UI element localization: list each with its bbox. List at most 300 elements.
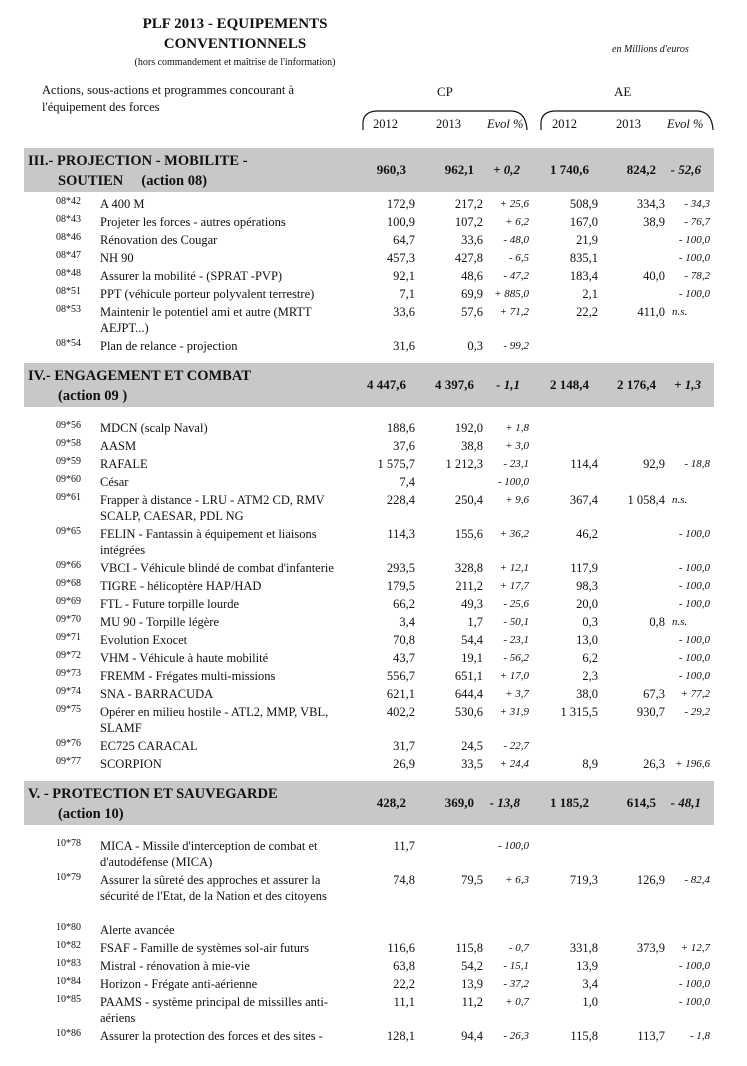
row-label	[100, 704, 350, 736]
cell-cp-2012: 26,9	[393, 757, 415, 771]
cell-ae-evol: - 100,0	[678, 288, 710, 300]
section-header	[24, 363, 714, 407]
cell-cp-2012: 128,1	[386, 1029, 415, 1043]
cell-ae-2013: 40,0	[643, 269, 665, 283]
cell-ae-2013: 38,9	[643, 215, 665, 229]
cell-cp-2013: 427,8	[454, 251, 483, 265]
cell-cp-evol: + 6,2	[505, 216, 529, 228]
row-label-line: Mistral - rénovation à mie-vie	[100, 959, 250, 973]
section-total-cp-2013: 4 397,6	[435, 377, 474, 392]
cell-cp-2012: 188,6	[386, 421, 415, 435]
cell-cp-2013: 57,6	[461, 305, 483, 319]
section-total-ae-evol: - 52,6	[670, 162, 701, 177]
row-label-line: VBCI - Véhicule blindé de combat d'infanterie	[100, 561, 334, 575]
cell-ae-2013: 113,7	[637, 1029, 665, 1043]
section-title-line2: (action 09 )	[58, 388, 128, 404]
row-code: 09*59	[56, 456, 81, 467]
cell-cp-2013: 107,2	[454, 215, 483, 229]
cell-cp-2013: 54,4	[461, 633, 483, 647]
row-label	[100, 214, 350, 230]
row-label-line: SCORPION	[100, 757, 162, 771]
cell-cp-2012: 116,6	[387, 941, 415, 955]
row-label	[100, 872, 350, 904]
cell-cp-evol: + 71,2	[499, 306, 529, 318]
document-title-line2: CONVENTIONNELS	[163, 36, 307, 52]
cell-cp-2013: 115,8	[455, 941, 483, 955]
col-header-ae-evol: Evol %	[667, 117, 704, 131]
row-label-line: Assurer la protection des forces et des sites -	[100, 1029, 323, 1043]
row-label-line: SCALP, CAESAR, PDL NG	[100, 509, 244, 523]
row-code: 09*76	[56, 738, 81, 749]
row-label-line: intégrées	[100, 543, 146, 557]
row-label	[100, 196, 350, 212]
cell-cp-2013: 155,6	[454, 527, 483, 541]
document-subtitle: (hors commandement et maîtrise de l'information)	[134, 57, 336, 68]
row-code: 08*51	[56, 286, 81, 297]
cell-ae-evol: - 100,0	[678, 996, 710, 1008]
cell-cp-evol: + 17,0	[499, 670, 529, 682]
row-label-line: FREMM - Frégates multi-missions	[100, 669, 276, 683]
row-code: 08*48	[56, 268, 81, 279]
cell-ae-evol: - 100,0	[678, 580, 710, 592]
row-label-line: VHM - Véhicule à haute mobilité	[100, 651, 269, 665]
cell-ae-evol: n.s.	[672, 616, 688, 628]
row-label-line: NH 90	[100, 251, 134, 265]
cell-cp-evol: + 31,9	[499, 706, 529, 718]
cell-cp-2013: 530,6	[454, 705, 483, 719]
cell-cp-2013: 33,6	[461, 233, 483, 247]
row-label	[100, 958, 350, 974]
cell-cp-evol: - 47,2	[503, 270, 529, 282]
cell-ae-2012: 183,4	[569, 269, 598, 283]
row-code: 09*71	[56, 632, 81, 643]
row-code: 08*53	[56, 304, 81, 315]
cell-ae-2012: 38,0	[576, 687, 598, 701]
row-code: 10*86	[56, 1028, 81, 1039]
cell-cp-2013: 38,8	[461, 439, 483, 453]
row-label	[100, 1028, 350, 1044]
row-label-line: PAAMS - système principal de missilles anti-	[100, 995, 328, 1009]
cell-cp-2013: 11,2	[461, 995, 483, 1009]
cell-cp-evol: - 100,0	[497, 476, 529, 488]
row-code: 08*42	[56, 196, 81, 207]
row-label-line: FTL - Future torpille lourde	[100, 597, 240, 611]
cell-cp-2013: 79,5	[461, 873, 483, 887]
cell-cp-evol: - 100,0	[497, 840, 529, 852]
cell-cp-2012: 621,1	[386, 687, 415, 701]
cell-ae-evol: - 100,0	[678, 978, 710, 990]
row-code: 09*75	[56, 704, 81, 715]
cell-cp-2013: 0,3	[467, 339, 483, 353]
cell-cp-2012: 92,1	[393, 269, 415, 283]
cell-ae-evol: - 78,2	[684, 270, 710, 282]
cell-cp-evol: + 25,6	[499, 198, 529, 210]
cell-cp-2012: 179,5	[386, 579, 415, 593]
cell-ae-evol: - 100,0	[678, 234, 710, 246]
section-header	[24, 148, 714, 192]
row-label-line: SLAMF	[100, 721, 142, 735]
cell-cp-2012: 63,8	[393, 959, 415, 973]
section-title	[28, 784, 278, 824]
cell-ae-2012: 114,4	[570, 457, 598, 471]
row-label-line: FELIN - Fantassin à équipement et liaisons	[100, 527, 317, 541]
cell-cp-2012: 37,6	[393, 439, 415, 453]
row-label	[100, 632, 350, 648]
row-label	[100, 838, 350, 870]
cell-ae-2012: 13,9	[576, 959, 598, 973]
cell-cp-2012: 556,7	[386, 669, 415, 683]
cell-cp-evol: + 12,1	[499, 562, 529, 574]
section-title-line1: V. - PROTECTION ET SAUVEGARDE	[28, 786, 278, 802]
cell-cp-2012: 228,4	[386, 493, 415, 507]
row-label	[100, 474, 350, 490]
cell-ae-2012: 117,9	[570, 561, 598, 575]
section-total-ae-2012: 1 740,6	[550, 162, 589, 177]
cell-cp-2013: 1 212,3	[445, 457, 483, 471]
row-code: 08*47	[56, 250, 81, 261]
cell-ae-evol: - 29,2	[684, 706, 710, 718]
cell-cp-evol: - 6,5	[508, 252, 529, 264]
row-code: 10*78	[56, 838, 81, 849]
row-code: 09*69	[56, 596, 81, 607]
cell-cp-2013: 33,5	[461, 757, 483, 771]
cell-cp-2012: 31,6	[393, 339, 415, 353]
cell-cp-2013: 48,6	[461, 269, 483, 283]
row-code: 09*66	[56, 560, 81, 571]
cell-cp-2012: 172,9	[386, 197, 415, 211]
cell-cp-2013: 644,4	[454, 687, 483, 701]
row-code: 09*58	[56, 438, 81, 449]
cell-ae-evol: - 34,3	[684, 198, 710, 210]
cell-ae-evol: - 1,8	[689, 1030, 710, 1042]
cell-cp-2012: 3,4	[399, 615, 415, 629]
cell-ae-evol: n.s.	[672, 494, 688, 506]
section-total-ae-evol: + 1,3	[674, 377, 701, 392]
row-label	[100, 492, 350, 524]
cell-cp-2012: 7,4	[399, 475, 415, 489]
cell-cp-evol: + 3,7	[505, 688, 529, 700]
cell-ae-2013: 67,3	[643, 687, 665, 701]
row-code: 10*82	[56, 940, 81, 951]
row-label-line: d'autodéfense (MICA)	[100, 855, 213, 869]
row-label-line: RAFALE	[100, 457, 148, 471]
cell-cp-2012: 64,7	[393, 233, 415, 247]
row-label	[100, 232, 350, 248]
row-label	[100, 420, 350, 436]
row-label-line: MICA - Missile d'interception de combat et	[100, 839, 318, 853]
cell-ae-2012: 8,9	[582, 757, 598, 771]
cell-ae-evol: - 100,0	[678, 598, 710, 610]
row-label-line: TIGRE - hélicoptère HAP/HAD	[100, 579, 262, 593]
cell-ae-2013: 1 058,4	[627, 493, 665, 507]
cell-cp-2013: 250,4	[454, 493, 483, 507]
cell-ae-2013: 26,3	[643, 757, 665, 771]
cell-ae-2012: 167,0	[569, 215, 598, 229]
row-label-line: FSAF - Famille de systèmes sol-air futurs	[100, 941, 310, 955]
cell-cp-2012: 11,1	[393, 995, 415, 1009]
cell-cp-evol: + 24,4	[499, 758, 529, 770]
cell-ae-2012: 367,4	[569, 493, 598, 507]
cell-cp-evol: + 0,7	[505, 996, 529, 1008]
group-header-cp: CP	[437, 84, 453, 99]
cell-ae-2012: 835,1	[569, 251, 598, 265]
section-title-line1: III.- PROJECTION - MOBILITE -	[28, 153, 248, 169]
cell-ae-evol: - 100,0	[678, 960, 710, 972]
cell-cp-evol: - 37,2	[503, 978, 529, 990]
cell-cp-2013: 192,0	[454, 421, 483, 435]
row-code: 09*56	[56, 420, 81, 431]
row-label-line: SNA - BARRACUDA	[100, 687, 214, 701]
cell-cp-2013: 49,3	[461, 597, 483, 611]
cell-ae-2012: 1,0	[582, 995, 598, 1009]
cell-cp-2012: 33,6	[393, 305, 415, 319]
cell-cp-2012: 66,2	[393, 597, 415, 611]
row-label	[100, 526, 350, 558]
cell-cp-2013: 24,5	[461, 739, 483, 753]
cell-cp-evol: - 26,3	[503, 1030, 529, 1042]
row-label	[100, 286, 350, 302]
cell-cp-2013: 69,9	[461, 287, 483, 301]
cell-cp-2012: 114,3	[387, 527, 415, 541]
cell-ae-evol: - 100,0	[678, 562, 710, 574]
row-code: 10*83	[56, 958, 81, 969]
section-total-cp-2012: 4 447,6	[367, 377, 406, 392]
section-total-cp-2013: 369,0	[444, 795, 474, 810]
row-label-line: MDCN (scalp Naval)	[100, 421, 208, 435]
cell-ae-evol: + 12,7	[680, 942, 710, 954]
cell-ae-2012: 46,2	[576, 527, 598, 541]
document-title-block	[60, 14, 410, 71]
cell-ae-2013: 0,8	[649, 615, 665, 629]
cell-cp-evol: - 23,1	[503, 458, 529, 470]
cell-cp-2013: 651,1	[454, 669, 483, 683]
col-header-cp-2012: 2012	[373, 117, 398, 131]
cell-ae-2012: 331,8	[569, 941, 598, 955]
cell-ae-evol: - 100,0	[678, 652, 710, 664]
cell-cp-evol: - 0,7	[508, 942, 529, 954]
cell-cp-2013: 94,4	[461, 1029, 483, 1043]
row-label	[100, 560, 350, 576]
row-code: 10*84	[56, 976, 81, 987]
cell-ae-2013: 373,9	[636, 941, 665, 955]
row-label-line: MU 90 - Torpille légère	[100, 615, 220, 629]
cell-cp-evol: - 50,1	[503, 616, 529, 628]
row-code: 09*74	[56, 686, 81, 697]
cell-ae-evol: - 100,0	[678, 252, 710, 264]
cell-ae-2012: 0,3	[582, 615, 598, 629]
column-description-line2: l'équipement des forces	[42, 100, 160, 114]
row-code: 08*46	[56, 232, 81, 243]
cell-cp-2012: 31,7	[393, 739, 415, 753]
cell-cp-2012: 402,2	[386, 705, 415, 719]
row-label	[100, 922, 350, 938]
row-label	[100, 268, 350, 284]
cell-ae-2013: 334,3	[636, 197, 665, 211]
cell-cp-2013: 211,2	[455, 579, 483, 593]
col-header-cp-2013: 2013	[436, 117, 461, 131]
cell-ae-evol: + 77,2	[680, 688, 710, 700]
row-label-line: A 400 M	[100, 197, 145, 211]
row-label	[100, 738, 350, 754]
cell-ae-2012: 719,3	[569, 873, 598, 887]
cell-ae-evol: - 82,4	[684, 874, 710, 886]
cell-cp-2012: 43,7	[393, 651, 415, 665]
section-total-cp-evol: - 1,1	[496, 377, 520, 392]
cell-ae-2012: 98,3	[576, 579, 598, 593]
row-label	[100, 686, 350, 702]
section-total-cp-evol: - 13,8	[489, 795, 520, 810]
row-label-line: EC725 CARACAL	[100, 739, 198, 753]
cell-cp-evol: + 9,6	[505, 494, 529, 506]
row-code: 09*72	[56, 650, 81, 661]
col-header-ae-2012: 2012	[552, 117, 577, 131]
section-title-line1: IV.- ENGAGEMENT ET COMBAT	[28, 368, 251, 384]
row-code: 08*54	[56, 338, 81, 349]
row-label	[100, 250, 350, 266]
cell-ae-2012: 20,0	[576, 597, 598, 611]
cell-ae-2013: 930,7	[636, 705, 665, 719]
cell-ae-2012: 6,2	[582, 651, 598, 665]
cell-cp-evol: - 15,1	[503, 960, 529, 972]
cell-cp-2012: 100,9	[386, 215, 415, 229]
row-label-line: Rénovation des Cougar	[100, 233, 218, 247]
row-label	[100, 438, 350, 454]
section-total-ae-2012: 1 185,2	[550, 795, 589, 810]
cell-cp-2013: 217,2	[454, 197, 483, 211]
section-title-line2: SOUTIEN (action 08)	[58, 173, 208, 189]
section-total-ae-evol: - 48,1	[670, 795, 701, 810]
row-label	[100, 756, 350, 772]
cell-cp-2012: 7,1	[399, 287, 415, 301]
cell-cp-2012: 457,3	[386, 251, 415, 265]
cell-cp-2013: 1,7	[467, 615, 483, 629]
section-title	[28, 366, 251, 406]
cell-ae-2013: 411,0	[637, 305, 665, 319]
cell-ae-2013: 126,9	[636, 873, 665, 887]
cell-cp-2013: 13,9	[461, 977, 483, 991]
row-label-line: sécurité de l'Etat, de la Nation et des citoyens	[100, 889, 327, 903]
section-total-cp-2012: 428,2	[376, 795, 406, 810]
row-code: 09*68	[56, 578, 81, 589]
row-label-line: Projeter les forces - autres opérations	[100, 215, 286, 229]
cell-ae-evol: n.s.	[672, 306, 688, 318]
row-label	[100, 456, 350, 472]
row-code: 08*43	[56, 214, 81, 225]
cell-ae-2012: 22,2	[576, 305, 598, 319]
cell-cp-2012: 293,5	[386, 561, 415, 575]
section-total-cp-2012: 960,3	[376, 162, 406, 177]
cell-cp-evol: + 885,0	[494, 288, 529, 300]
row-code: 10*85	[56, 994, 81, 1005]
cell-ae-2012: 508,9	[569, 197, 598, 211]
cell-ae-2012: 1 315,5	[560, 705, 598, 719]
section-total-ae-2013: 614,5	[626, 795, 656, 810]
cell-ae-2012: 2,3	[582, 669, 598, 683]
row-label	[100, 596, 350, 612]
section-total-cp-evol: + 0,2	[493, 162, 520, 177]
row-label	[100, 940, 350, 956]
document-title-line1: PLF 2013 - EQUIPEMENTS	[142, 16, 328, 32]
row-label-line: Alerte avancée	[100, 923, 175, 937]
cell-cp-evol: - 99,2	[503, 340, 529, 352]
cell-cp-2012: 11,7	[393, 839, 415, 853]
row-label	[100, 994, 350, 1026]
cell-ae-2012: 13,0	[576, 633, 598, 647]
row-code: 09*61	[56, 492, 81, 503]
row-label-line: César	[100, 475, 129, 489]
cell-ae-2012: 3,4	[582, 977, 598, 991]
row-code: 09*77	[56, 756, 81, 767]
row-label-line: Assurer la mobilité - (SPRAT -PVP)	[100, 269, 283, 283]
cell-cp-2012: 70,8	[393, 633, 415, 647]
section-total-ae-2012: 2 148,4	[550, 377, 589, 392]
cell-cp-evol: - 25,6	[503, 598, 529, 610]
row-label	[100, 578, 350, 594]
cell-cp-evol: + 3,0	[505, 440, 529, 452]
row-label	[100, 338, 350, 354]
cell-cp-evol: + 1,8	[505, 422, 529, 434]
row-label-line: aériens	[100, 1011, 136, 1025]
cell-cp-2013: 328,8	[454, 561, 483, 575]
row-label	[100, 668, 350, 684]
row-label-line: Horizon - Frégate anti-aérienne	[100, 977, 258, 991]
unit-note: en Millions d'euros	[612, 44, 689, 55]
cell-ae-evol: - 100,0	[678, 670, 710, 682]
cell-ae-2012: 21,9	[576, 233, 598, 247]
column-description-line1: Actions, sous-actions et programmes concourant à	[42, 83, 295, 97]
cell-ae-evol: - 76,7	[684, 216, 710, 228]
cell-cp-evol: - 22,7	[503, 740, 529, 752]
row-code: 09*73	[56, 668, 81, 679]
section-total-ae-2013: 2 176,4	[617, 377, 656, 392]
cell-cp-evol: + 6,3	[505, 874, 529, 886]
row-code: 09*65	[56, 526, 81, 537]
cell-ae-evol: - 100,0	[678, 634, 710, 646]
section-title-line2: (action 10)	[58, 806, 124, 822]
cell-ae-evol: - 18,8	[684, 458, 710, 470]
row-label	[100, 976, 350, 992]
col-header-ae-2013: 2013	[616, 117, 641, 131]
row-label	[100, 614, 350, 630]
cell-cp-evol: + 17,7	[499, 580, 529, 592]
col-header-cp-evol: Evol %	[487, 117, 524, 131]
row-label-line: Assurer la sûreté des approches et assurer la	[100, 873, 321, 887]
row-label-line: Evolution Exocet	[100, 633, 188, 647]
cell-cp-evol: - 23,1	[503, 634, 529, 646]
section-total-ae-2013: 824,2	[626, 162, 656, 177]
row-label-line: PPT (véhicule porteur polyvalent terrestre)	[100, 287, 315, 301]
cell-cp-2013: 54,2	[461, 959, 483, 973]
group-header-ae: AE	[614, 84, 632, 99]
row-label	[100, 304, 350, 336]
cell-cp-2012: 22,2	[393, 977, 415, 991]
section-total-cp-2013: 962,1	[444, 162, 474, 177]
cell-cp-2012: 74,8	[393, 873, 415, 887]
row-label-line: AASM	[100, 439, 137, 453]
cell-cp-2012: 1 575,7	[377, 457, 415, 471]
row-code: 10*79	[56, 872, 81, 883]
row-label-line: Frapper à distance - LRU - ATM2 CD, RMV	[100, 493, 325, 507]
section-title	[28, 151, 248, 191]
cell-cp-evol: - 56,2	[503, 652, 529, 664]
row-code: 09*70	[56, 614, 81, 625]
column-description	[42, 82, 342, 116]
row-label-line: Opérer en milieu hostile - ATL2, MMP, VBL,	[100, 705, 329, 719]
cell-cp-2013: 19,1	[461, 651, 483, 665]
row-code: 10*80	[56, 922, 81, 933]
cell-cp-evol: - 48,0	[503, 234, 529, 246]
row-code: 09*60	[56, 474, 81, 485]
